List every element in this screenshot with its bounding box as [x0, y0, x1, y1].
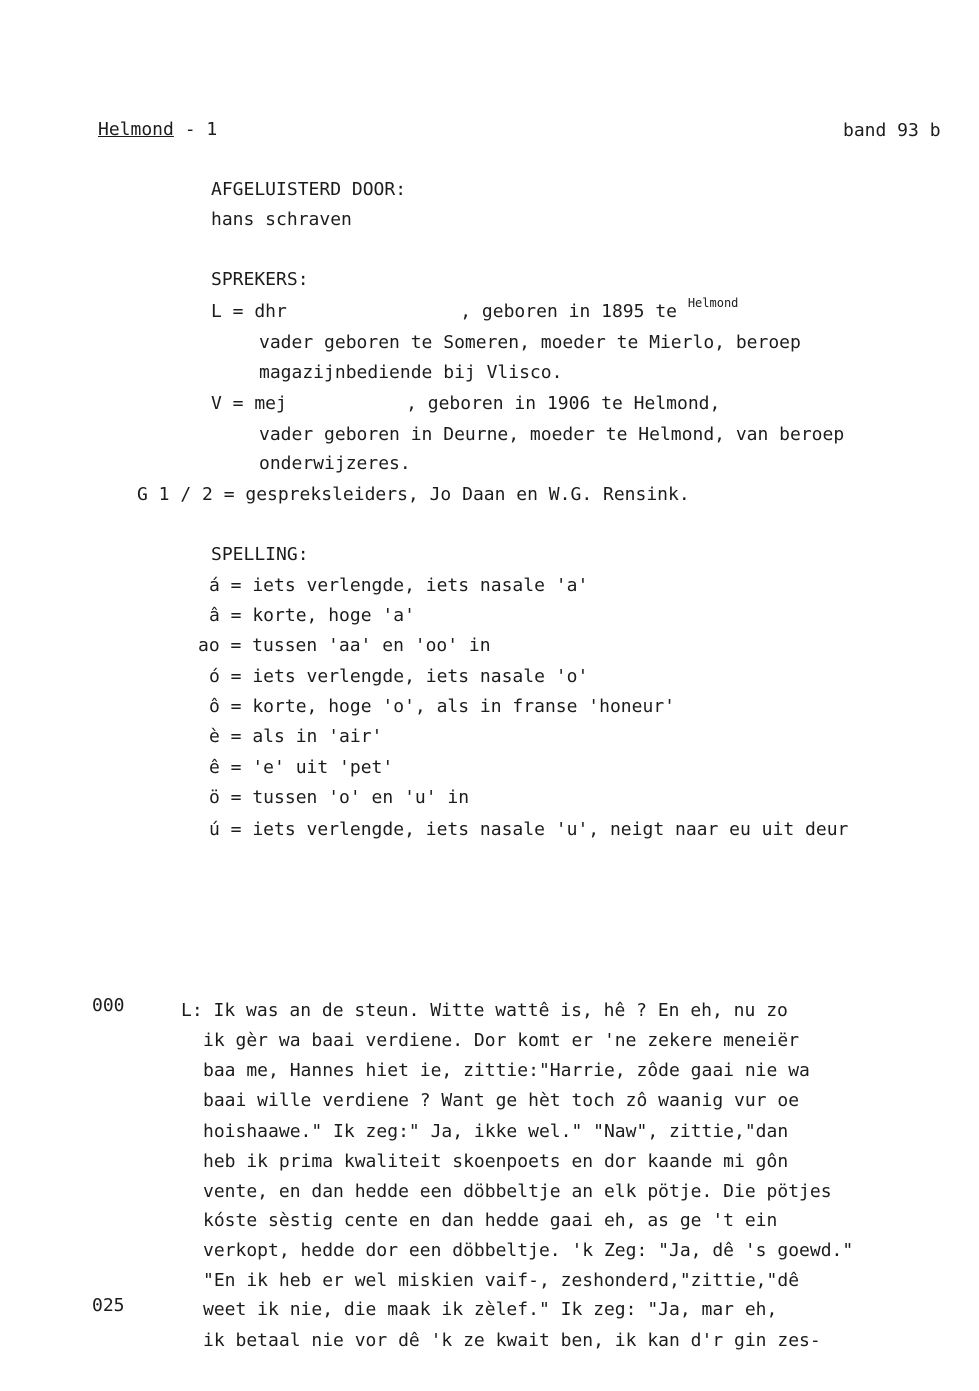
transcript-line: L: Ik was an de steun. Witte wattê is, hê ? En eh, nu zo	[181, 1000, 788, 1021]
listened-label: AFGELUISTERD DOOR:	[211, 179, 407, 200]
transcript-line: vente, en dan hedde een döbbeltje an elk pötje. Die pötjes	[203, 1181, 832, 1202]
spelling-label: SPELLING:	[211, 544, 309, 565]
spelling-row: ú = iets verlengde, iets nasale 'u', neigt naar eu uit deur	[209, 819, 849, 840]
tape-counter-000: 000	[92, 995, 125, 1016]
speaker-v-line3: onderwijzeres.	[259, 453, 411, 474]
header-place-name: Helmond	[98, 119, 174, 140]
transcript-line: "En ik heb er wel miskien vaif-, zeshonderd,"zittie,"dê	[203, 1270, 800, 1291]
speaker-l-text: L = dhr , geboren in 1895 te	[211, 301, 688, 322]
speaker-v-line2: vader geboren in Deurne, moeder te Helmond, van beroep	[259, 424, 845, 445]
speaker-l-line3: magazijnbediende bij Vlisco.	[259, 362, 563, 383]
speaker-l-line1	[211, 296, 739, 323]
transcript-line: heb ik prima kwaliteit skoenpoets en dor kaande mi gôn	[203, 1151, 789, 1172]
listened-name: hans schraven	[211, 209, 352, 230]
tape-counter-025: 025	[92, 1295, 125, 1316]
transcript-line: baai wille verdiene ? Want ge hèt toch zô waanig vur oe	[203, 1090, 800, 1111]
transcript-line: ik betaal nie vor dê 'k ze kwait ben, ik kan d'r gin zes-	[203, 1330, 821, 1351]
speaker-v-line1: V = mej , geboren in 1906 te Helmond,	[211, 393, 721, 414]
speaker-g-prefix: G 1 / 2	[137, 484, 213, 505]
transcript-line: verkopt, hedde dor een döbbeltje. 'k Zeg: "Ja, dê 's goewd."	[203, 1240, 854, 1261]
transcript-line: ik gèr wa baai verdiene. Dor komt er 'ne zekere meneiër	[203, 1030, 800, 1051]
speaker-l-birthplace: Helmond	[687, 296, 739, 310]
spelling-row: á = iets verlengde, iets nasale 'a'	[209, 575, 589, 596]
transcript-line: hoishaawe." Ik zeg:" Ja, ikke wel." "Naw", zittie,"dan	[203, 1121, 789, 1142]
spelling-row: è = als in 'air'	[209, 726, 383, 747]
spelling-row: â = korte, hoge 'a'	[209, 605, 415, 626]
header-page-number: - 1	[173, 119, 218, 140]
speakers-label: SPREKERS:	[211, 269, 309, 290]
spelling-row: ao = tussen 'aa' en 'oo' in	[198, 635, 491, 656]
transcript-line: baa me, Hannes hiet ie, zittie:"Harrie, zôde gaai nie wa	[203, 1060, 810, 1081]
speaker-g-line	[137, 485, 690, 505]
transcript-line: kóste sèstig cente en dan hedde gaai eh, as ge 't ein	[203, 1210, 778, 1231]
header-band: band 93 b	[843, 120, 941, 141]
spelling-row: ö = tussen 'o' en 'u' in	[209, 787, 470, 808]
spelling-row: ê = 'e' uit 'pet'	[209, 757, 394, 778]
speaker-l-line2: vader geboren te Someren, moeder te Mierlo, beroep	[259, 332, 801, 353]
speaker-g-text: = gespreksleiders, Jo Daan en W.G. Rensink.	[212, 484, 690, 505]
header-place	[98, 120, 217, 140]
spelling-row: ó = iets verlengde, iets nasale 'o'	[209, 666, 589, 687]
spelling-row: ô = korte, hoge 'o', als in franse 'honeur'	[209, 696, 675, 717]
transcript-line: weet ik nie, die maak ik zèlef." Ik zeg: "Ja, mar eh,	[203, 1299, 778, 1320]
